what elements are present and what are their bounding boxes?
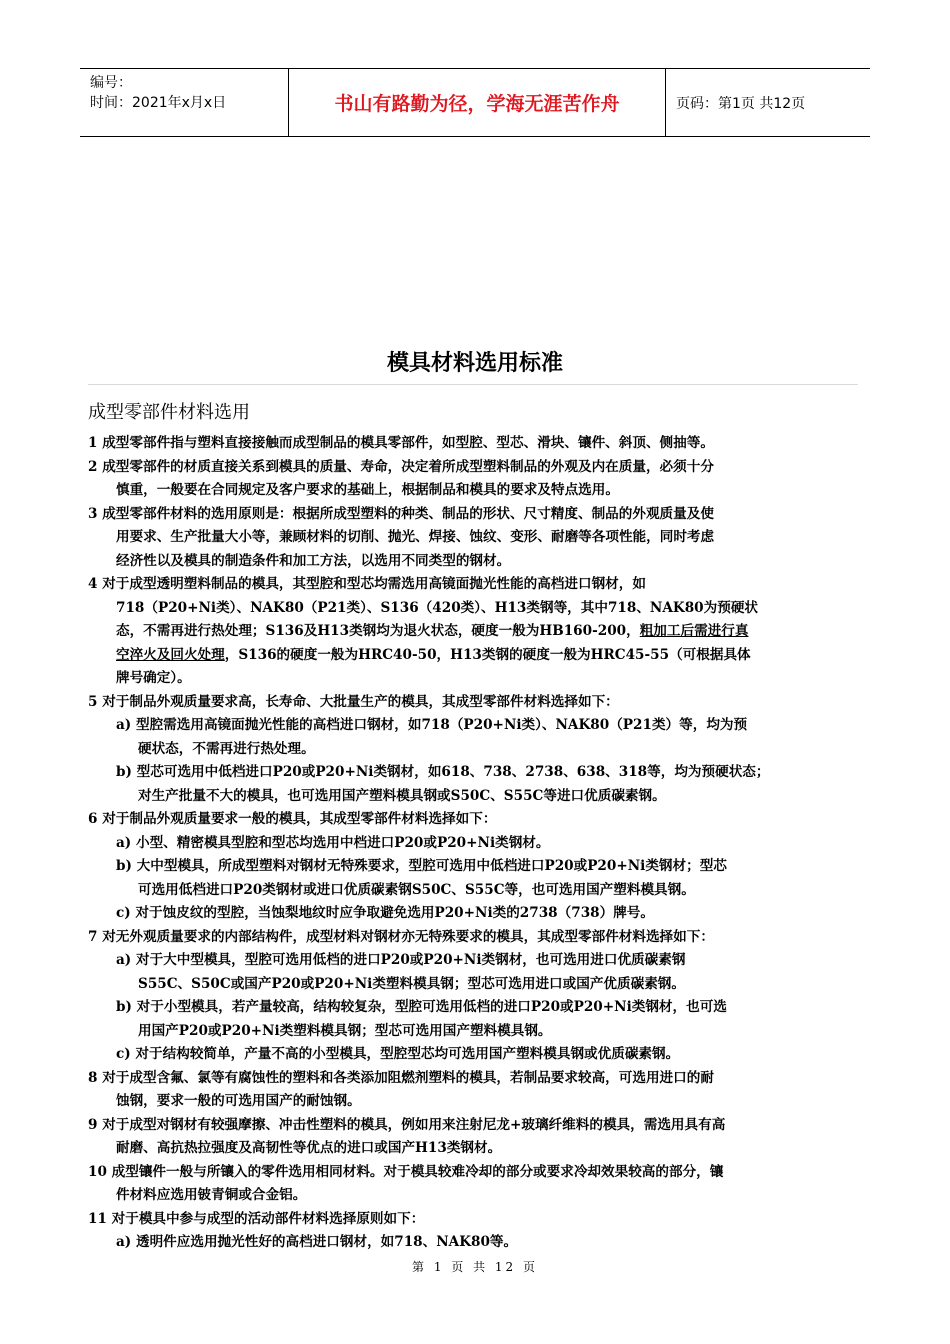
- paragraph-7a-line-1: a) 对于大中型模具，型腔可选用低档的进口P20或P20+Ni类钢材，也可选用进口优质碳素钢: [116, 952, 686, 968]
- paragraph-6a: a) 小型、精密模具型腔和型芯均选用中档进口P20或P20+Ni类钢材。: [116, 834, 550, 851]
- paragraph-10-line-2: 件材料应选用铍青铜或合金铝。: [116, 1187, 307, 1203]
- document-body: [88, 432, 862, 1255]
- paragraph-4-line-4-text: ，S136的硬度一般为HRC40-50，H13类钢的硬度一般为HRC45-55（可根据具体: [224, 646, 751, 663]
- paragraph-4-line-2: 718（P20+Ni类）、NAK80（P21类）、S136（420类）、H13类钢等，其中718、NAK80为预硬状: [116, 599, 759, 616]
- paragraph-4-underlined-1: 粗加工后需进行真: [639, 623, 749, 639]
- header-motto: 书山有路勤为径，学海无涯苦作舟: [289, 69, 666, 136]
- document-title: 模具材料选用标准: [386, 351, 563, 376]
- paragraph-5b-line-2: 对生产批量不大的模具，也可选用国产塑料模具钢或S50C、S55C等进口优质碳素钢。: [138, 787, 666, 804]
- page-footer: 第 1 页 共 12 页: [412, 1260, 538, 1274]
- paragraph-8-line-2: 蚀钢，要求一般的可选用国产的耐蚀钢。: [116, 1093, 361, 1109]
- header-page-code: 页码：第1页 共12页: [676, 95, 806, 112]
- paragraph-5b-line-1: b) 型芯可选用中低档进口P20或P20+Ni类钢材，如618、738、2738、638、318等，均为预硬状态；: [116, 764, 770, 780]
- paragraph-9-line-2: 耐磨、高抗热拉强度及高韧性等优点的进口或国产H13类钢材。: [116, 1140, 502, 1156]
- paragraph-7b-line-2: 用国产P20或P20+Ni类塑料模具钢；型芯可选用国产塑料模具钢。: [138, 1022, 552, 1039]
- paragraph-10-line-1: 10 成型镶件一般与所镶入的零件选用相同材料。对于模具较难冷却的部分或要求冷却效果较高的部分，镶: [88, 1163, 724, 1180]
- paragraph-7c: c) 对于结构较简单，产量不高的小型模具，型腔型芯均可选用国产塑料模具钢或优质碳素钢。: [116, 1046, 680, 1062]
- paragraph-9-line-1: 9 对于成型对钢材有较强摩擦、冲击性塑料的模具，例如用来注射尼龙+玻璃纤维料的模具，需选用具有高: [88, 1116, 726, 1133]
- paragraph-5a-line-2: 硬状态，不需再进行热处理。: [138, 740, 315, 757]
- paragraph-2-line-1: 2 成型零部件的材质直接关系到模具的质量、寿命，决定着所成型塑料制品的外观及内在质量，必须十分: [88, 458, 714, 475]
- paragraph-6b-line-1: b) 大中型模具，所成型塑料对钢材无特殊要求，型腔可选用中低档进口P20或P20+Ni类钢材；型芯: [116, 858, 727, 874]
- paragraph-6b-line-2: 可选用低档进口P20类钢材或进口优质碳素钢S50C、S55C等，也可选用国产塑料模具钢。: [138, 881, 695, 898]
- paragraph-3-line-2: 用要求、生产批量大小等，兼顾材料的切削、抛光、焊接、蚀纹、变形、耐磨等各项性能，同时考虑: [116, 529, 715, 545]
- paragraph-4-line-3: [88, 620, 862, 644]
- paragraph-7a-line-2: S55C、S50C或国产P20或P20+Ni类塑料模具钢；型芯可选用进口或国产优质碳素钢。: [138, 975, 685, 992]
- time-label: 时间：2021年x月x日: [90, 95, 227, 111]
- paragraph-6c: c) 对于蚀皮纹的型腔，当蚀梨地纹时应争取避免选用P20+Ni类的2738（738）牌号。: [116, 905, 654, 921]
- title-divider: [88, 384, 858, 385]
- paragraph-4-underlined-2: 空淬火及回火处理: [116, 646, 225, 663]
- paragraph-4-line-5: 牌号确定）。: [116, 670, 191, 686]
- paragraph-6: 6 对于制品外观质量要求一般的模具，其成型零部件材料选择如下：: [88, 811, 497, 827]
- paragraph-11: 11 对于模具中参与成型的活动部件材料选择原则如下：: [88, 1210, 425, 1227]
- paragraph-3-line-3: 经济性以及模具的制造条件和加工方法，以选用不同类型的钢材。: [116, 552, 511, 569]
- header-table: [80, 68, 870, 137]
- paragraph-1: 1 成型零部件指与塑料直接接触而成型制品的模具零部件，如型腔、型芯、滑块、镶件、斜顶、侧抽等。: [88, 435, 714, 451]
- paragraph-7: 7 对无外观质量要求的内部结构件，成型材料对钢材亦无特殊要求的模具，其成型零部件材料选择如下：: [88, 928, 714, 945]
- paragraph-4-line-3-text: 态，不需再进行热处理；S136及H13类钢均为退火状态，硬度一般为HB160-200，: [116, 623, 640, 639]
- paragraph-7b-line-1: b) 对于小型模具，若产量较高，结构较复杂，型腔可选用低档的进口P20或P20+Ni类钢材，也可选: [116, 999, 727, 1015]
- paragraph-2-line-2: 慎重，一般要在合同规定及客户要求的基础上，根据制品和模具的要求及特点选用。: [116, 482, 619, 498]
- number-label: 编号：: [90, 75, 132, 91]
- paragraph-5: 5 对于制品外观质量要求高，长寿命、大批量生产的模具，其成型零部件材料选择如下：: [88, 693, 619, 710]
- paragraph-8-line-1: 8 对于成型含氟、氯等有腐蚀性的塑料和各类添加阻燃剂塑料的模具，若制品要求较高，可选用进口的耐: [88, 1069, 714, 1086]
- header-meta: [80, 69, 289, 136]
- section-title: 成型零部件材料选用: [88, 402, 250, 423]
- paragraph-3-line-1: 3 成型零部件材料的选用原则是：根据所成型塑料的种类、制品的形状、尺寸精度、制品的外观质量及使: [88, 505, 714, 522]
- paragraph-4-line-4: [88, 644, 862, 668]
- paragraph-11a: a) 透明件应选用抛光性好的高档进口钢材，如718、NAK80等。: [116, 1234, 518, 1250]
- paragraph-4-line-1: 4 对于成型透明塑料制品的模具，其型腔和型芯均需选用高镜面抛光性能的高档进口钢材，如: [88, 576, 646, 592]
- paragraph-5a-line-1: a) 型腔需选用高镜面抛光性能的高档进口钢材，如718（P20+Ni类）、NAK80（P21类）等，均为预: [116, 717, 748, 733]
